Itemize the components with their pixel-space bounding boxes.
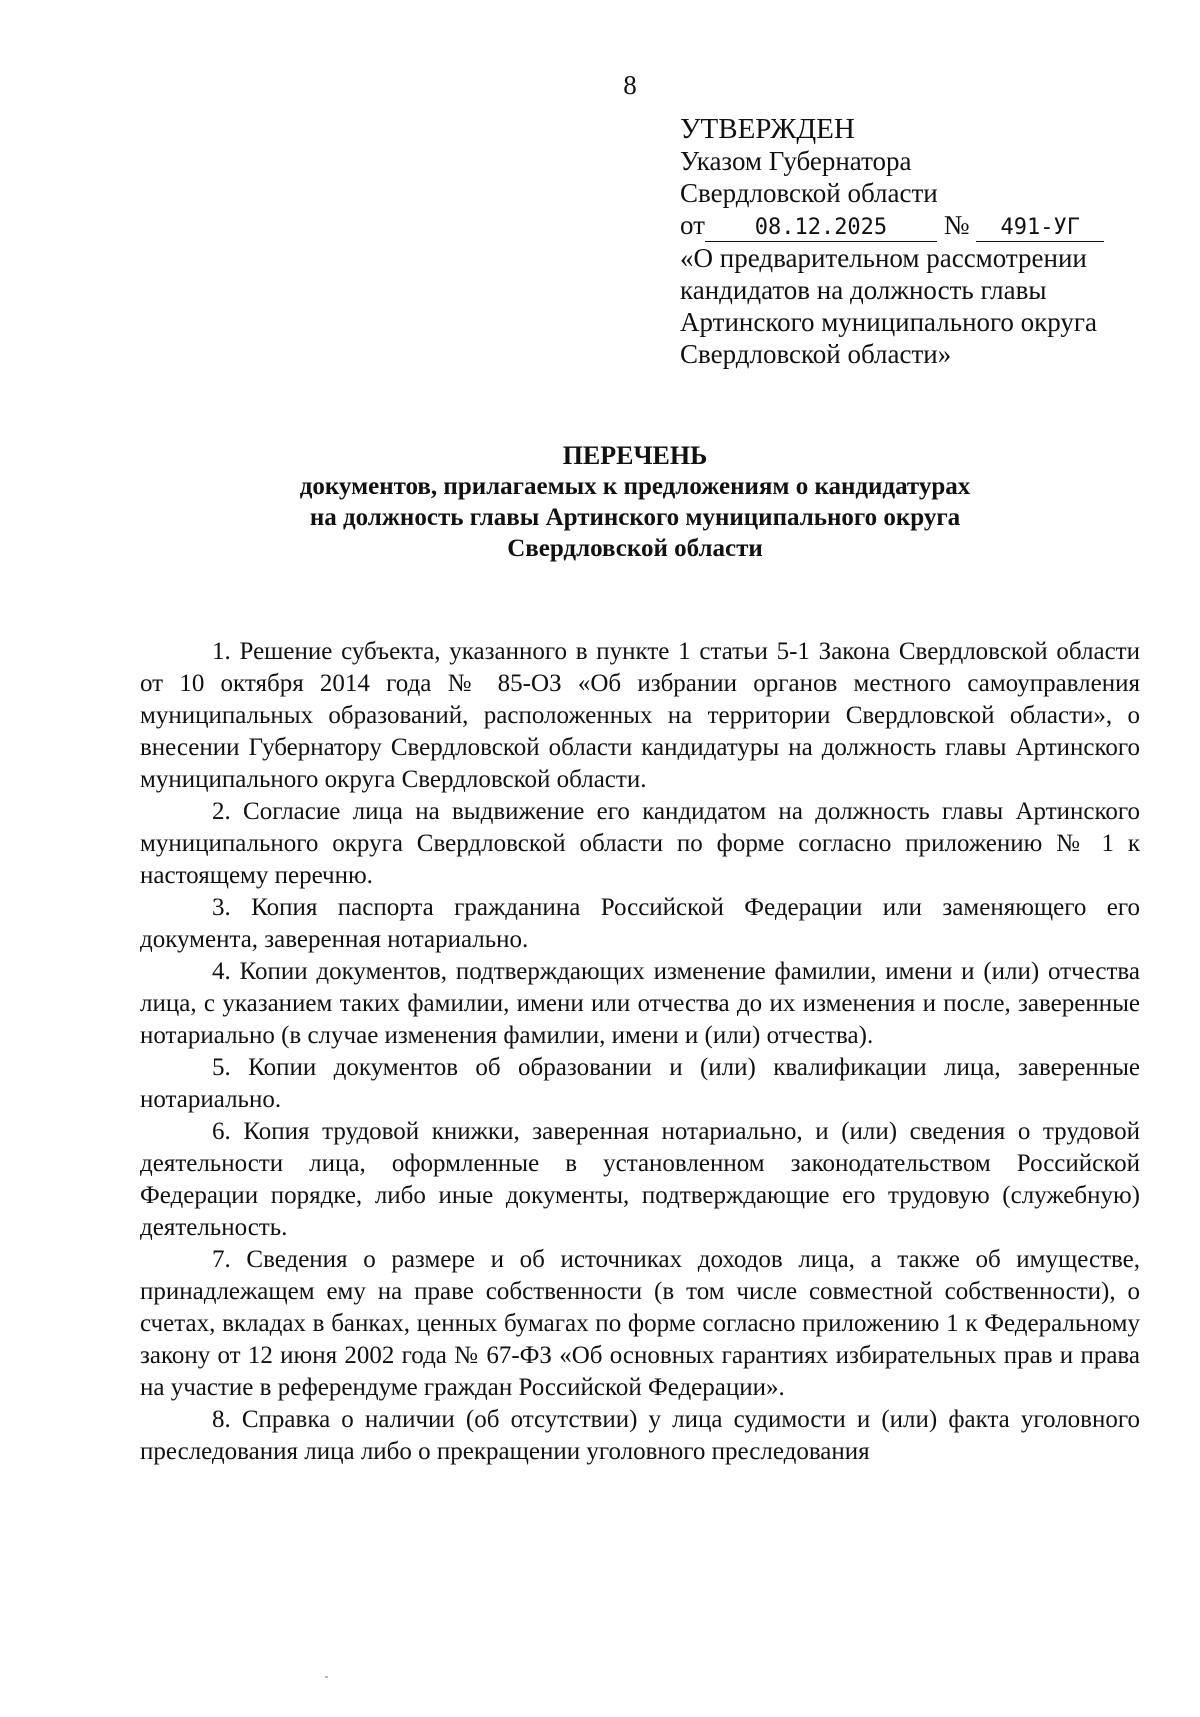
approval-region-line: Свердловской области: [680, 178, 938, 208]
list-item: 4. Копии документов, подтверждающих изменение фамилии, имени и (или) отчества лица, с указанием таких фамилии, имени или отчества до их изменения и после, заверенные нотариально (в случае изменения фамилии, имени и (или) отчества).: [140, 958, 1140, 1049]
decree-number: 491-УГ: [976, 215, 1104, 242]
list-item: 1. Решение субъекта, указанного в пункте 1 статьи 5-1 Закона Свердловской области от 10 октября 2014 года № 85-ОЗ «Об избрании органов местного самоуправления муниципальных образований, расположенных на территории Свердловской области», о внесении Губернатору Свердловской области кандидатуры на должность главы Артинского муниципального округа Свердловской области.: [140, 638, 1140, 793]
date-prefix: от: [680, 210, 705, 240]
heading-title: ПЕРЕЧЕНЬ: [562, 441, 708, 470]
decree-subject-line: «О предварительном рассмотрении: [680, 243, 1087, 273]
list-item: 8. Справка о наличии (об отсутствии) у лица судимости и (или) факта уголовного преследования лица либо о прекращении уголовного преследования: [140, 1406, 1140, 1465]
list-item: 6. Копия трудовой книжки, заверенная нотариально, и (или) сведения о трудовой деятельности лица, оформленные в установленном законодательством Российской Федерации порядке, либо иные документы, подтверждающие его трудовую (служебную) деятельность.: [140, 1118, 1140, 1241]
heading-line: Свердловской области: [507, 535, 763, 562]
decree-subject-line: Артинского муниципального округа: [680, 307, 1097, 337]
list-item: 3. Копия паспорта гражданина Российской Федерации или заменяющего его документа, заверенная нотариально.: [140, 894, 1140, 953]
approved-label: УТВЕРЖДЕН: [680, 113, 855, 145]
approval-decree-line: Указом Губернатора: [680, 146, 912, 176]
list-item: 7. Сведения о размере и об источниках доходов лица, а также об имуществе, принадлежащем ему на праве собственности (в том числе совместной собственности), о счетах, вкладах в банках, ценных бумагах по форме согласно приложению 1 к Федеральному закону от 12 июня 2002 года № 67-ФЗ «Об основных гарантиях избирательных прав и права на участие в референдуме граждан Российской Федерации».: [140, 1246, 1140, 1401]
decree-date: 08.12.2025: [705, 215, 937, 242]
decree-subject-line: кандидатов на должность главы: [680, 275, 1047, 305]
approval-stamp: [680, 113, 1150, 370]
approval-date-number-line: [680, 209, 1150, 242]
number-prefix: №: [943, 210, 970, 240]
decree-subject-line: Свердловской области»: [680, 339, 952, 369]
scan-artifact: [325, 1676, 328, 1678]
heading-line: на должность главы Артинского муниципального округа: [309, 504, 961, 531]
heading-line: документов, прилагаемых к предложениям о кандидатурах: [299, 473, 971, 500]
list-item: 2. Согласие лица на выдвижение его кандидатом на должность главы Артинского муниципального округа Свердловской области по форме согласно приложению № 1 к настоящему перечню.: [140, 798, 1140, 889]
document-list: [140, 636, 1140, 1468]
list-item: 5. Копии документов об образовании и (или) квалификации лица, заверенные нотариально.: [140, 1054, 1140, 1113]
document-heading: [220, 440, 1050, 564]
page-number: 8: [623, 70, 637, 100]
